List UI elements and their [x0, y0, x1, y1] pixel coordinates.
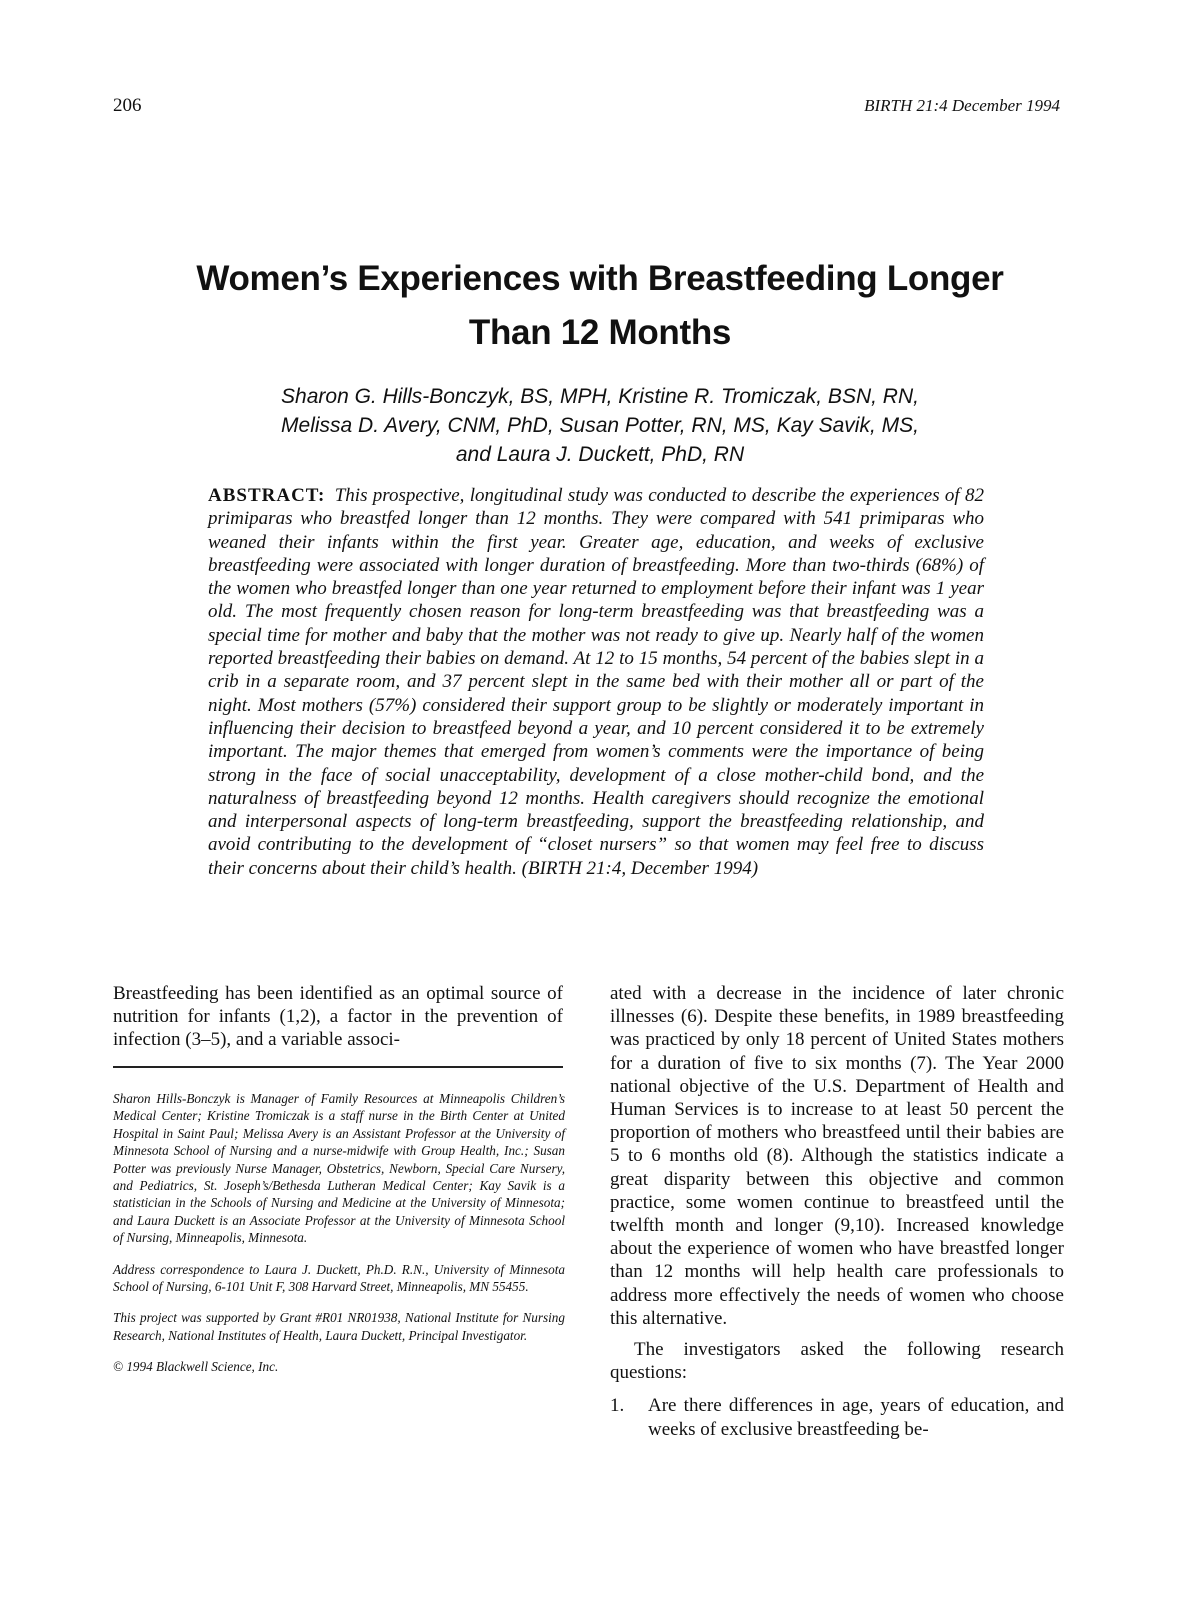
footnote-rule — [113, 1066, 563, 1068]
body-paragraph-continued: ated with a decrease in the incidence of later chronic illnesses (6). Despite these benefits, in 1989 breastfeeding was practiced by only 18 percent of United States mothers for a duration of five to six months (7). The Year 2000 national objective of the U.S. Department of Health and Human Services is to increase to at least 50 percent the proportion of mothers who breastfeed until their babies are 5 to 6 months old (8). Although the statistics indicate a great disparity between this objective and common practice, some women continue to breastfeed until the twelfth month and longer (9,10). Increased knowledge about the experience of women who have breastfed longer than 12 months will help health care professionals to address more effectively the needs of women who choose this alternative. — [610, 983, 1064, 1329]
footnote-copyright: © 1994 Blackwell Science, Inc. — [113, 1359, 279, 1375]
intro-paragraph: Breastfeeding has been identified as an optimal source of nutrition for infants (1,2), a factor in the prevention of infection (3–5), and a variable associ- — [113, 983, 563, 1051]
author-line-3: and Laura J. Duckett, PhD, RN — [455, 443, 745, 466]
footnote-support: This project was supported by Grant #R01 NR01938, National Institute for Nursing Research, National Institutes of Health, Laura Duckett, Principal Investigator. — [113, 1310, 565, 1343]
author-line-1: Sharon G. Hills-Bonczyk, BS, MPH, Kristine R. Tromiczak, BSN, RN, — [281, 385, 919, 408]
abstract — [208, 484, 984, 880]
title-line-1: Women’s Experiences with Breastfeeding Longer — [196, 259, 1004, 298]
footnote-affiliations: Sharon Hills-Bonczyk is Manager of Family Resources at Minneapolis Children’s Medical Center; Kristine Tromiczak is a staff nurse in the Birth Center at United Hospital in Saint Paul; Melissa Avery is an Assistant Professor at the University of Minnesota School of Nursing and a nurse-midwife with Group Health, Inc.; Susan Potter was previously Nurse Manager, Obstetrics, Newborn, Special Care Nursery, and Pediatrics, St. Joseph’s/Bethesda Lutheran Medical Center; Kay Savik is a statistician in the Schools of Nursing and Medicine at the University of Minnesota; and Laura Duckett is an Associate Professor at the University of Minnesota School of Nursing, Minneapolis, Minnesota. — [113, 1091, 565, 1246]
abstract-text: This prospective, longitudinal study was conducted to describe the experiences of 82 primiparas who breastfed longer than 12 months. They were compared with 541 primiparas who weaned their infants within the first year. Greater age, education, and weeks of exclusive breastfeeding were associated with longer duration of breastfeeding. More than two-thirds (68%) of the women who breastfed longer than one year returned to employment before their infant was 1 year old. The most frequently chosen reason for long-term breastfeeding was that breastfeeding was a special time for mother and baby that the mother was not ready to give up. Nearly half of the women reported breastfeeding their babies on demand. At 12 to 15 months, 54 percent of the babies slept in a crib in a separate room, and 37 percent slept in the same bed with their mother all or part of the night. Most mothers (57%) considered their support group to be slightly or moderately important in influencing their decision to breastfeed beyond a year, and 10 percent considered it to be extremely important. The major themes that emerged from women’s comments were the importance of being strong in the face of social unacceptability, development of a close mother-child bond, and the naturalness of breastfeeding beyond 12 months. Health caregivers should recognize the emotional and interpersonal aspects of long-term breastfeeding, support the breastfeeding relationship, and avoid contributing to the development of “closet nursers” so that women may feel free to discuss their concerns about their child’s health. (BIRTH 21:4, December 1994) — [208, 485, 985, 879]
footnotes — [113, 1090, 565, 1390]
journal-reference: BIRTH 21:4 December 1994 — [864, 96, 1060, 115]
body-right-column — [610, 982, 1064, 1441]
author-line-2: Melissa D. Avery, CNM, PhD, Susan Potter, RN, MS, Kay Savik, MS, — [281, 414, 919, 437]
research-questions-list — [610, 1394, 1064, 1440]
title-line-2: Than 12 Months — [468, 313, 732, 352]
page-number: 206 — [113, 95, 142, 116]
research-questions-intro: The investigators asked the following research questions: — [610, 1339, 1064, 1384]
author-list — [150, 382, 1050, 469]
question-text: Are there differences in age, years of education, and weeks of exclusive breastfeeding be- — [648, 1395, 1064, 1440]
footnote-correspondence: Address correspondence to Laura J. Duckett, Ph.D. R.N., University of Minnesota School of Nursing, 6-101 Unit F, 308 Harvard Street, Minneapolis, MN 55455. — [113, 1261, 565, 1295]
list-item — [610, 1394, 1064, 1440]
question-number: 1. — [610, 1395, 625, 1417]
body-left-column — [113, 982, 563, 1052]
article-title — [100, 252, 1100, 360]
abstract-label: ABSTRACT: — [208, 485, 326, 506]
